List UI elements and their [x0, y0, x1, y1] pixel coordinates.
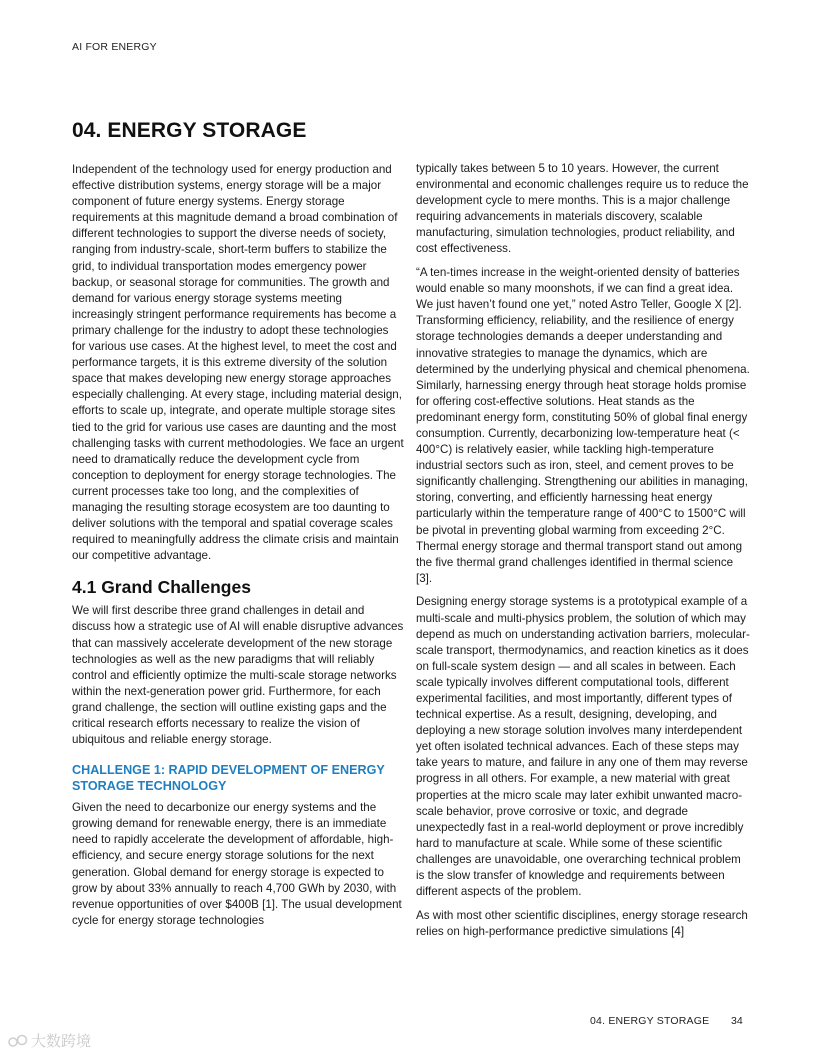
watermark [8, 1030, 91, 1051]
right-paragraph-3: Designing energy storage systems is a prototypical example of a multi-scale and multi-physics problem, the solution of which may depend as much on understanding activation barriers, molecular-scale transport, thermodynamics, and reaction kinetics as it does on full-scale system design — and all scales in between. Each scale typically involves different computational tools, different experimental facilities, and most importantly, different types of technical expertise. As a result, designing, developing, and deploying a new storage solution involves many interdependent yet often isolated technical advances. Each of these steps may take years to mature, and failure in any one of them may reverse progress in all others. For example, a new material with great properties at the micro scale may later exhibit unwanted macro-scale behavior, prove corrosive or toxic, and degrade unexpectedly fast in a real-world deployment or prove incredibly hard to manufacture at scale. While some of these scientific challenges are unavoidable, one overarching technical problem is the slow transfer of knowledge and requirements between different aspects of the problem. [416, 595, 750, 899]
footer-section-label: 04. ENERGY STORAGE [590, 1015, 710, 1027]
running-header: AI FOR ENERGY [72, 41, 157, 53]
watermark-text: 大数跨境 [31, 1033, 92, 1050]
section-heading: 4.1 Grand Challenges [72, 577, 251, 598]
section-paragraph: We will first describe three grand challenges in detail and discuss how a strategic use of AI will enable disruptive advances that can massively accelerate development of the new storage technologies as well as the new paradigms that will reliably control and efficiently optimize the multi-scale storage networks within the next-generation power grid. Furthermore, for each grand challenge, the section will outline existing gaps and the critical research efforts necessary to realize the vision of ubiquitous and reliable energy storage. [72, 604, 404, 747]
left-column [72, 162, 404, 936]
chapter-title: 04. ENERGY STORAGE [72, 119, 307, 142]
page-number: 34 [731, 1015, 743, 1027]
right-column [416, 161, 750, 947]
right-paragraph-2: “A ten-times increase in the weight-oriented density of batteries would enable so many moonshots, if we can find a great idea. We just haven’t found one yet,” noted Astro Teller, Google X [2]. Transforming efficiency, reliability, and the resilience of energy storage technologies demands a deeper understanding and innovative strategies to manage the dynamics, which are determined by the underlying physical and chemical phenomena. Similarly, harnessing energy through heat storage holds promise for offering cost-effective solutions. Heat stands as the predominant energy form, constituting 50% of global final energy consumption. Currently, decarbonizing low-temperature heat (< 400°C) is relatively easier, while tackling high-temperature industrial sectors such as iron, steel, and cement proves to be significantly challenging. Strengthening our abilities in managing, storing, converting, and efficiently harnessing heat energy particularly within the temperature range of 400°C to 1500°C will be pivotal in preventing global warming from exceeding 2°C. Thermal energy storage and thermal transport stand out among the five thermal grand challenges identified in thermal science [3]. [416, 266, 750, 585]
challenge-heading: CHALLENGE 1: RAPID DEVELOPMENT OF ENERGY STORAGE TECHNOLOGY [72, 763, 385, 794]
challenge-paragraph: Given the need to decarbonize our energy systems and the growing demand for renewable energy, there is an immediate need to rapidly accelerate the development of affordable, high-efficiency, and secure energy storage solutions for the next generation. Global demand for energy storage is expected to grow by about 33% annually to reach 4,700 GWh by 2030, with revenue opportunities of over $400B [1]. The usual development cycle for energy storage technologies [72, 801, 402, 927]
right-paragraph-4: As with most other scientific disciplines, energy storage research relies on high-performance predictive simulations [4] [416, 908, 748, 938]
right-paragraph-1: typically takes between 5 to 10 years. However, the current environmental and economic challenges require us to reduce the development cycle to mere months. This is a major challenge requiring advancements in materials discovery, scalable manufacturing, simulation technologies, product reliability, and cost effectiveness. [416, 162, 749, 256]
watermark-logo-icon [8, 1034, 28, 1048]
intro-paragraph: Independent of the technology used for energy production and effective distribution systems, energy storage will be a major component of future energy systems. Energy storage requirements at this magnitude demand a broad combination of different technologies to support the diverse needs of society, ranging from industry-scale, short-term buffers to stabilize the grid, to individual transportation modes emergency power backup, or seasonal storage for communities. The growth and demand for various energy storage systems meeting increasingly stringent performance requirements has become a primary challenge for the industry to adopt these technologies for various use cases. At the highest level, to meet the cost and performance targets, it is this extreme diversity of the solution space that makes developing new energy storage approaches especially challenging. At every stage, including material design, efforts to scale up, integrate, and operate multiple storage sites tied to the grid for various use cases are daunting and the most challenging tasks with current methodologies. We face an urgent need to dramatically reduce the development cycle from conception to deployment for energy storage technologies. The current processes take too long, and the complexities of managing the resulting storage ecosystem are too daunting to deliver solutions with the temporal and spatial coverage scales required to meaningfully address the climate crisis and maintain our competitive advantage. [72, 163, 404, 563]
